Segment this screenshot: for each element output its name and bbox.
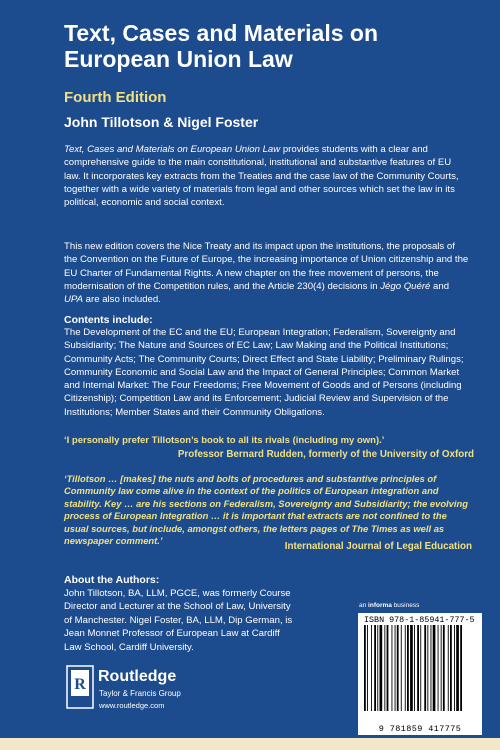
routledge-logo-icon	[66, 665, 94, 709]
contents-heading: Contents include:	[64, 314, 153, 326]
isbn-label: ISBN 978-1-85941-777-5	[364, 615, 475, 625]
authors-line: John Tillotson & Nigel Foster	[64, 114, 259, 130]
review-source-2: International Journal of Legal Education	[284, 541, 472, 552]
review-quote-1: ‘I personally prefer Tillotson’s book to all its rivals (including my own).’	[64, 435, 385, 446]
informa-brand: informa	[368, 602, 392, 609]
review-quote-2: ‘Tillotson … [makes] the nuts and bolts of procedures and substantive principles of Community law come alive in the context of the politics of European integration and stability. Key … are his sections on Federalism, Sovereignty and Subsidiarity; the evolving process of European Integration … it is important that extracts are not confined to the usual sources, but include, amongst others, the letters pages of The Times as well as newspaper comment.’	[64, 473, 468, 547]
bottom-strip	[0, 738, 500, 750]
about-authors-text: John Tillotson, BA, LLM, PGCE, was formerly Course Director and Lecturer at the School of Law, University of Manchester. Nigel Foster, BA, LLM, Dip German, is Jean Monnet Professor of European Law at Cardiff Law School, Cardiff University.	[64, 588, 293, 653]
description-paragraph-1	[64, 143, 470, 209]
publisher-group: Taylor & Francis Group	[99, 689, 181, 698]
case-name-jego: Jégo Quéré	[380, 280, 431, 292]
case-name-upa: UPA	[64, 294, 84, 306]
contents-list: The Development of the EC and the EU; European Integration; Federalism, Sovereignty and Subsidiarity; The Nature and Sources of EC Law; Law Making and the Political Institutions; Community Acts; The Community Courts; Direct Effect and State Liability; Preliminary Rulings; Community Economic and Social Law and the Impact of General Principles; Common Market and Internal Market: The Four Freedoms; Free Movement of Goods and of Persons (including Citizenship); Competition Law and its Enforcement; Judicial Review and Supervision of the Institutions; Member States and their Community Obligations.	[64, 327, 464, 418]
isbn-barcode-box	[358, 613, 482, 735]
barcode-number: 9 781859 417775	[378, 724, 462, 734]
svg-text:R: R	[74, 676, 86, 693]
description-text: This new edition covers the Nice Treaty and its impact upon the institutions, the proposals of the Convention on the Future of Europe, the increasing importance of Union citizenship and the EU Charter of Fundamental Rights. A new chapter on the free movement of persons, the modernisation of the Competition rules, and the Article 230(4) decisions in	[64, 241, 469, 292]
description-text: provides students with a clear and comprehensive guide to the main constitutional, institutional and substantive features of EU law. It incorporates key extracts from the Treaties and the case law of the Community Courts, together with a wide variety of materials from legal and other sources which set the law in its political, economic and social context.	[64, 144, 459, 209]
title-italic: Text, Cases and Materials on European Union Law	[64, 144, 281, 155]
description-paragraph-2	[64, 240, 470, 306]
edition-label: Fourth Edition	[64, 89, 167, 106]
about-authors-heading: About the Authors:	[64, 574, 160, 586]
informa-business-tag: an informa business	[359, 602, 420, 609]
book-title: Text, Cases and Materials on European Union Law	[64, 20, 379, 72]
publisher-name: Routledge	[98, 668, 177, 685]
barcode-icon	[364, 625, 476, 721]
publisher-website: www.routledge.com	[99, 701, 165, 710]
review-source-1: Professor Bernard Rudden, formerly of the University of Oxford	[177, 449, 474, 460]
description-text-end: are also included.	[83, 294, 161, 306]
conjunction: and	[430, 280, 450, 292]
